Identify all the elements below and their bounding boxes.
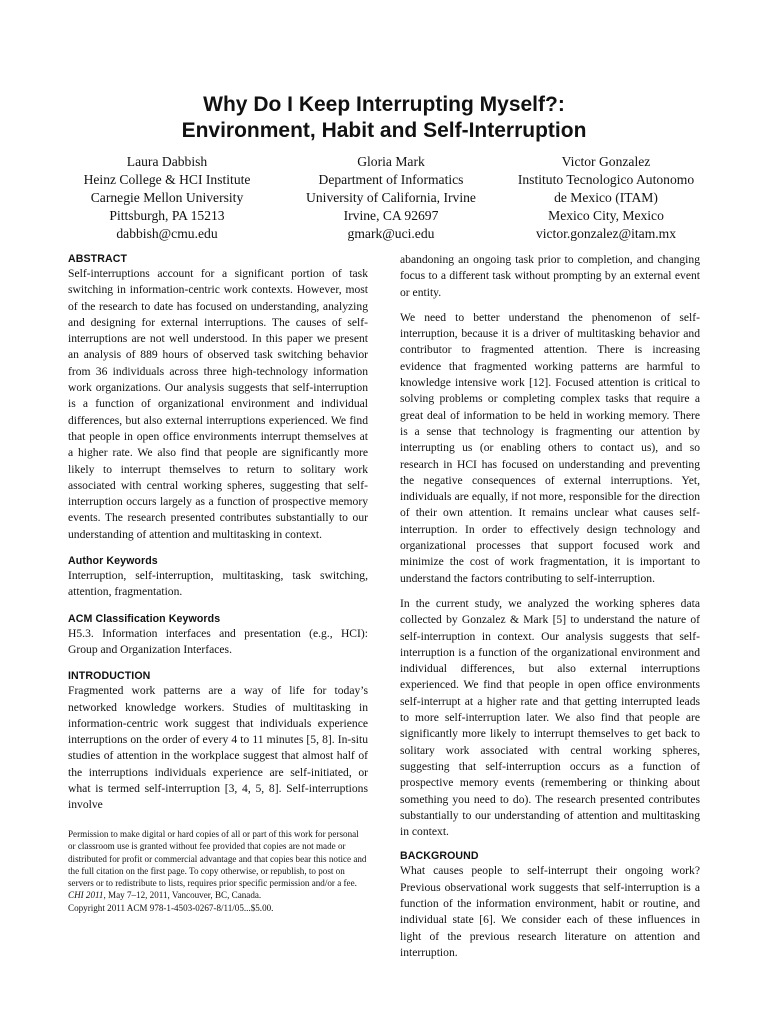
- conference-name: CHI 2011: [68, 890, 104, 901]
- keywords-heading: Author Keywords: [68, 555, 158, 568]
- acm-heading: ACM Classification Keywords: [68, 612, 221, 625]
- author-affiliation: Heinz College & HCI Institute: [83, 172, 251, 187]
- author-name: Gloria Mark: [357, 154, 425, 169]
- author-institution: Carnegie Mellon University: [90, 190, 244, 205]
- author-location: Mexico City, Mexico: [548, 208, 664, 223]
- author-affiliation: Department of Informatics: [318, 172, 464, 187]
- author-gonzalez: [492, 153, 720, 243]
- author-email[interactable]: victor.gonzalez@itam.mx: [535, 226, 677, 241]
- introduction-para-3: In the current study, we analyzed the working spheres data collected by Gonzalez & Mark [5] to understand the nature of self-interruption in context. Our analysis suggests that self-interruption is a function of the organizational environment and individual differences, but also external interruptions experienced. We find that people in open office environments self-interrupt at a higher rate and that getting interrupted leads to more self-interruption later. We also find that people are significantly more likely to interrupt themselves to get back to solitary work associated with central working spheres, suggesting that self-interruption occurs as a function of prospective memory events (remembering or thinking about something you need to do). The research presented contributes substantially to our understanding of attention and multitasking in context.: [400, 596, 700, 839]
- abstract-heading: ABSTRACT: [68, 253, 128, 265]
- copyright-line: Copyright 2011 ACM 978-1-4503-0267-8/11/05...$5.00.: [68, 902, 274, 913]
- introduction-continued: abandoning an ongoing task prior to completion, and changing focus to a different task without prompting by an external event or entity.: [400, 253, 700, 299]
- right-column: [400, 252, 700, 961]
- author-location: Irvine, CA 92697: [343, 208, 439, 223]
- title-line-2: Environment, Habit and Self-Interruption: [181, 119, 587, 142]
- author-mark: [282, 153, 500, 243]
- permission-notice: Permission to make digital or hard copies of all or part of this work for personal or classroom use is granted without fee provided that copies are not made or distributed for profit or commercial advantage and that copies bear this notice and the full citation on the first page. To copy otherwise, or republish, to post on servers or to redistribute to lists, requires prior specific permission and/or a fee.: [68, 829, 367, 889]
- paper-title: [0, 92, 768, 144]
- acm-text: H5.3. Information interfaces and presentation (e.g., HCI): Group and Organization Interfaces.: [68, 626, 368, 656]
- conference-details: , May 7–12, 2011, Vancouver, BC, Canada.: [103, 890, 262, 901]
- abstract-text: Self-interruptions account for a significant portion of task switching in information-centric work contexts. However, most of the research to date has focused on understanding, analyzing and designing for external interruptions. The causes of self-interruptions are not well understood. In this paper we present an analysis of 889 hours of observed task switching behavior from 36 individuals across three high-technology information work organizations. Our analysis suggests that self-interruption is a function of organizational environment and individual differences, but also external interruptions experienced. We find that people in open office environments interrupt themselves at a higher rate. We also find that people are significantly more likely to interrupt themselves to return to solitary work associated with central working spheres, suggesting that self-interruption occurs largely as a function of prospective memory events. The research presented contributes substantially to our understanding of attention and multitasking in context.: [68, 267, 368, 541]
- keywords-text: Interruption, self-interruption, multitasking, task switching, attention, fragmentation.: [68, 569, 368, 599]
- author-name: Victor Gonzalez: [561, 154, 651, 169]
- author-institution: University of California, Irvine: [306, 190, 476, 205]
- conference-line: [68, 889, 368, 901]
- copyright-block: [68, 828, 368, 914]
- author-email[interactable]: gmark@uci.edu: [347, 226, 435, 241]
- background-text: What causes people to self-interrupt their ongoing work? Previous observational work suggests that self-interruption is a function of the information environment, habit or routine, and individual state [6]. We consider each of these influences in light of the previous research literature on attention and interruption.: [400, 864, 700, 959]
- background-heading: BACKGROUND: [400, 850, 479, 863]
- author-name: Laura Dabbish: [126, 154, 208, 169]
- left-column: [68, 252, 368, 814]
- author-block: [40, 153, 728, 245]
- author-email[interactable]: dabbish@cmu.edu: [116, 226, 218, 241]
- introduction-text: Fragmented work patterns are a way of life for today’s networked knowledge workers. Studies of multitasking in information-centric work suggest that individuals experience interruptions on the order of every 4 to 11 minutes [5, 8]. In-situ studies of attention in the workplace suggest that almost half of the interruptions individuals experience are self-initiated, or what is termed self-interruption [3, 4, 5, 8]. Self-interruptions involve: [68, 684, 368, 812]
- title-line-1: Why Do I Keep Interrupting Myself?:: [203, 93, 565, 116]
- author-affiliation: Instituto Tecnologico Autonomo: [517, 172, 695, 187]
- introduction-para-2: We need to better understand the phenomenon of self-interruption, because it is a driver of multitasking behavior and contributor to fragmented attention. There is increasing evidence that fragmented working patterns are harmful to knowledge intensive work [12]. Focused attention is critical to solving problems or completing complex tasks that require a great deal of information to be held in working memory. There is a sense that technology is fragmenting our attention by interrupting us (or enabling others to contact us), and so research in HCI has focused on understanding and preventing the negative consequences of external interruptions. Yet, individuals are equally, if not more, responsible for the direction of their own attention. It remains unclear what causes self-interruption. In order to effectively design technology and organizational processes that support focused work and minimize the cost of work fragmentation, it is important to understand the factors contributing to self-interruption.: [400, 310, 700, 585]
- author-institution: de Mexico (ITAM): [554, 190, 658, 205]
- author-dabbish: [56, 153, 278, 243]
- introduction-heading: INTRODUCTION: [68, 670, 151, 683]
- author-location: Pittsburgh, PA 15213: [109, 208, 225, 223]
